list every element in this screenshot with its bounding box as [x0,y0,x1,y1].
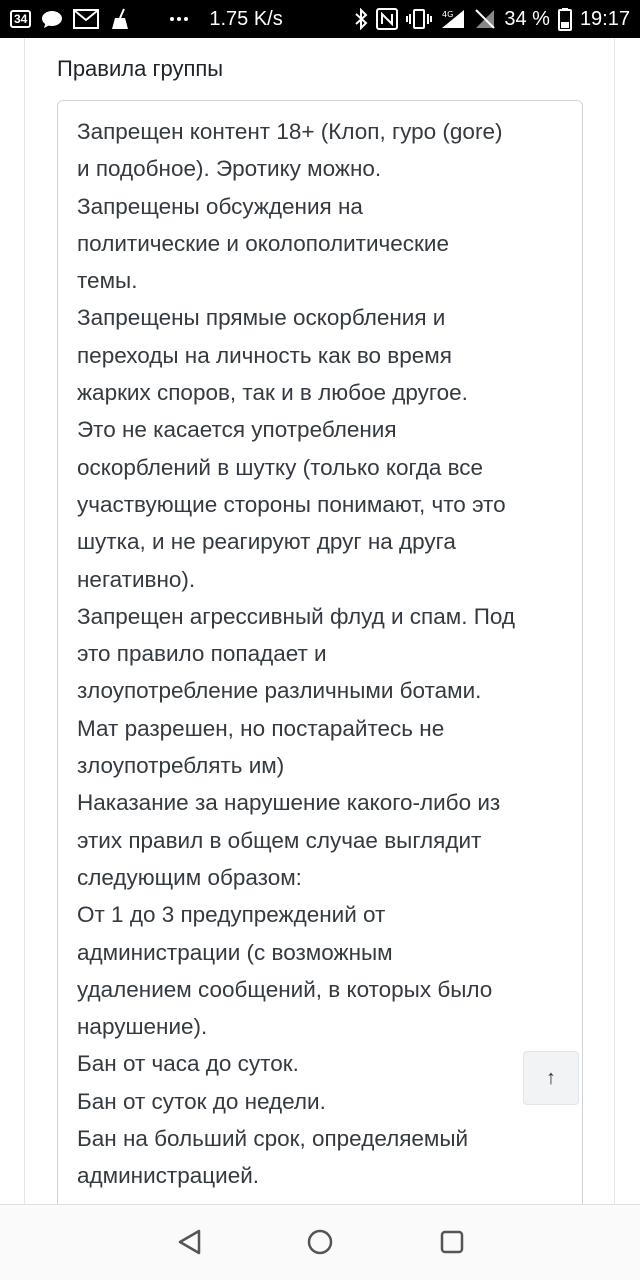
rule-line: Бан от часа до суток. [77,1051,299,1077]
nfc-icon [376,8,398,30]
frame-border-left [24,38,25,1204]
signal-4g-icon [440,8,466,30]
rule-line: следующим образом: [77,864,302,890]
navigation-bar [0,1204,640,1280]
scroll-to-top-button[interactable] [523,1051,579,1105]
page-content [0,38,640,1204]
home-icon[interactable] [305,1227,335,1257]
clock-time: 19:17 [579,7,630,30]
rules-text [58,101,582,1220]
rule-line: переходы на личность как во время [77,342,452,368]
rule-line: злоупотреблять им) [77,753,285,779]
rules-textarea[interactable] [57,100,583,1220]
battery-icon [558,7,572,31]
more-dots-icon [169,16,189,22]
rule-line: оскорблений в шутку (только когда все [77,454,484,480]
no-sim-icon [474,8,496,30]
frame-border-right [614,38,615,1204]
rule-line: темы. [77,268,138,294]
arrow-up-icon: ↑ [546,1066,556,1089]
back-icon[interactable] [175,1227,205,1257]
rule-line: Запрещены прямые оскорбления и [77,305,446,331]
rule-line: удалением сообщений, в которых было [77,976,493,1002]
rule-line: Наказание за нарушение какого-либо из [77,790,501,816]
rule-line: Запрещен агрессивный флуд и спам. Под [77,603,516,629]
bluetooth-icon [354,8,368,30]
rule-line: Бан от суток до недели. [77,1088,326,1114]
rule-line: Запрещены обсуждения на [77,193,363,219]
vibrate-icon [406,8,432,30]
recent-apps-icon[interactable] [437,1227,467,1257]
rule-line: жарких споров, так и в любое другое. [77,380,468,406]
rule-line: Мат разрешен, но постарайтесь не [77,715,445,741]
status-bar [0,0,640,38]
rule-line: участвующие стороны понимают, что это [77,491,506,517]
broom-icon [109,8,133,30]
rule-line: и подобное). Эротику можно. [77,156,382,182]
rule-line: Запрещен контент 18+ (Клоп, гуро (gore) [77,119,503,144]
rule-line: Это не касается употребления [77,417,397,443]
chat-icon [41,9,63,29]
svg-text:4G: 4G [442,10,454,19]
rule-line: От 1 до 3 предупреждений от [77,902,386,928]
rule-line: негативно). [77,566,196,592]
rule-line: злоупотребление различными ботами. [77,678,482,704]
rule-line: этих правил в общем случае выглядит [77,827,482,853]
rule-line: администрацией. [77,1163,260,1189]
section-title: Правила группы [57,56,224,81]
network-speed: 1.75 K/s [209,7,283,30]
rule-line: администрации (с возможным [77,939,393,965]
rule-line: это правило попадает и [77,641,327,667]
battery-percent: 34 % [504,7,550,30]
mail-icon [73,9,99,29]
badge-34-icon: 34 [10,10,31,28]
rule-line: политические и околополитические [77,230,449,256]
rule-line: нарушение). [77,1014,208,1040]
rule-line: шутка, и не реагируют друг на друга [77,529,456,555]
rule-line: Бан на больший срок, определяемый [77,1126,469,1152]
